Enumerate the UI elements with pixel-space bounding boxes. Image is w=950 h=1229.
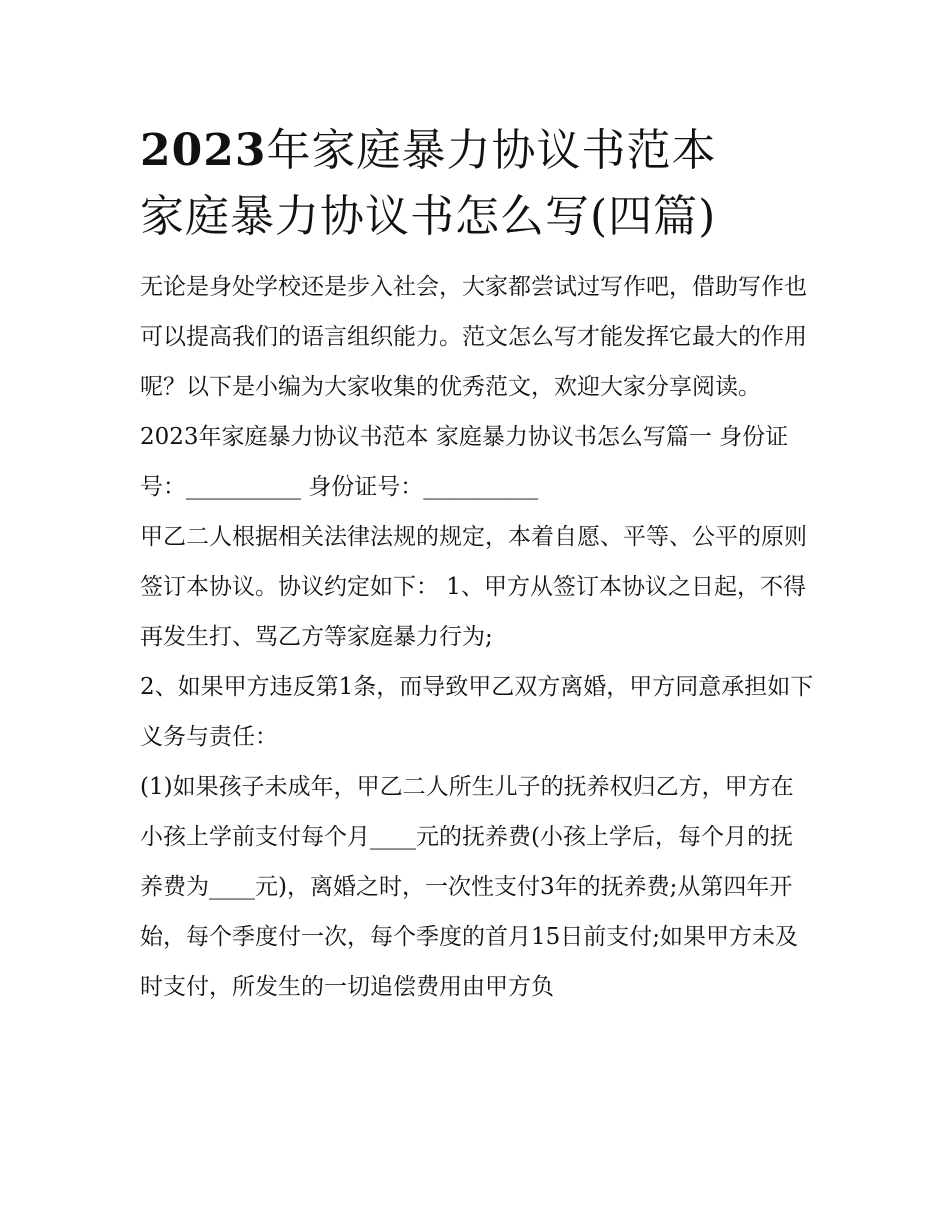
document-title bbox=[140, 118, 815, 250]
document-page bbox=[140, 118, 815, 1012]
paragraph-clause-2-1: (1)如果孩子未成年，甲乙二人所生儿子的抚养权归乙方，甲方在小孩上学前支付每个月____元的抚养费(小孩上学后，每个月的抚养费为____元)，离婚之时，一次性支付3年的抚养费;从第四年开始，每个季度付一次，每个季度的首月15日前支付;如果甲方未及时支付，所发生的一切追偿费用由甲方负 bbox=[140, 774, 799, 1000]
title-line-1 bbox=[140, 118, 815, 184]
paragraph-agreement: 甲乙二人根据相关法律法规的规定，本着自愿、平等、公平的原则签订本协议。协议约定如下： 1、甲方从签订本协议之日起，不得再发生打、骂乙方等家庭暴力行为; bbox=[140, 524, 807, 650]
paragraph-intro: 无论是身处学校还是步入社会，大家都尝试过写作吧，借助写作也可以提高我们的语言组织能力。范文怎么写才能发挥它最大的作用呢？以下是小编为大家收集的优秀范文，欢迎大家分享阅读。 bbox=[140, 274, 807, 400]
paragraph-heading-id: 2023年家庭暴力协议书范本 家庭暴力协议书怎么写篇一 身份证号：__________ 身份证号：__________ bbox=[140, 424, 789, 500]
title-year: 2023 bbox=[140, 125, 267, 176]
title-line-1-text: 年家庭暴力协议书范本 bbox=[266, 125, 717, 176]
title-line-2: 家庭暴力协议书怎么写(四篇) bbox=[140, 191, 717, 242]
paragraph-clause-2: 2、如果甲方违反第1条，而导致甲乙双方离婚，甲方同意承担如下义务与责任： bbox=[140, 674, 814, 750]
